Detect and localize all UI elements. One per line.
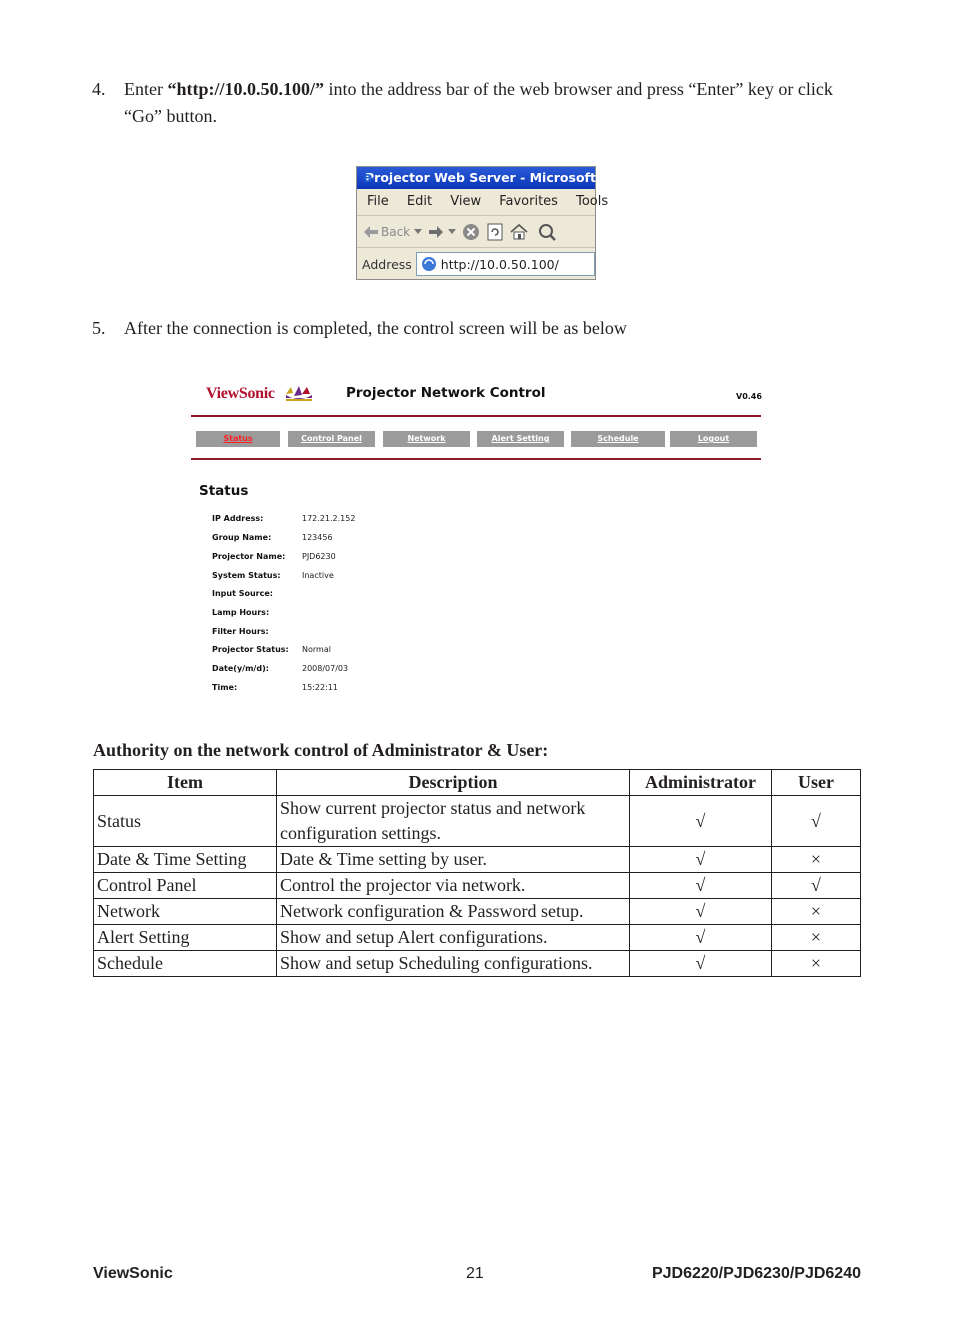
search-icon <box>538 223 558 241</box>
browser-toolbar <box>357 216 595 248</box>
cell-item: Schedule <box>94 951 277 977</box>
menu-edit[interactable]: Edit <box>406 194 433 209</box>
birds-logo-icon <box>284 384 314 404</box>
cell-user: × <box>772 951 861 977</box>
control-title: Projector Network Control <box>346 385 546 401</box>
cell-item: Alert Setting <box>94 925 277 951</box>
status-value: Normal <box>302 645 331 654</box>
status-key: IP Address: <box>212 514 264 523</box>
forward-button[interactable] <box>428 225 456 239</box>
nav-control-panel[interactable]: Control Panel <box>288 431 375 447</box>
step-number: 4. <box>92 79 106 99</box>
authority-table <box>93 769 861 977</box>
header-user: User <box>772 770 861 796</box>
cell-admin: √ <box>630 796 772 847</box>
back-arrow-icon <box>363 225 379 239</box>
status-key: Input Source: <box>212 589 273 598</box>
address-value: http://10.0.50.100/ <box>440 256 559 272</box>
cell-user: × <box>772 899 861 925</box>
table-row <box>94 899 861 925</box>
menu-tools[interactable]: Tools <box>576 194 609 209</box>
table-row <box>94 951 861 977</box>
refresh-icon <box>486 223 504 241</box>
step-text: After the connection is completed, the control screen will be as below <box>124 318 627 338</box>
address-input[interactable] <box>416 252 595 276</box>
footer-brand: ViewSonic <box>93 1265 173 1282</box>
browser-title-bar <box>357 167 595 189</box>
cell-description: Network configuration & Password setup. <box>277 899 630 925</box>
home-button[interactable] <box>510 223 528 241</box>
cell-user: √ <box>772 873 861 899</box>
back-button[interactable] <box>363 225 422 239</box>
table-row <box>94 873 861 899</box>
cell-item: Network <box>94 899 277 925</box>
nav-schedule[interactable]: Schedule <box>571 431 665 447</box>
home-icon <box>510 223 528 241</box>
url-text: “http://10.0.50.100/” <box>167 79 324 99</box>
control-screen-screenshot <box>190 380 762 700</box>
viewsonic-logo: ViewSonic <box>206 385 275 402</box>
status-key: Date(y/m/d): <box>212 664 269 673</box>
nav-logout[interactable]: Logout <box>670 431 757 447</box>
step-number: 5. <box>92 318 106 338</box>
status-value: PJD6230 <box>302 552 336 561</box>
status-key: Group Name: <box>212 533 272 542</box>
cell-admin: √ <box>630 899 772 925</box>
cell-admin: √ <box>630 951 772 977</box>
status-value: 172.21.2.152 <box>302 514 356 523</box>
forward-arrow-icon <box>428 225 444 239</box>
top-divider <box>191 415 761 417</box>
cell-user: × <box>772 847 861 873</box>
cell-description: Date & Time setting by user. <box>277 847 630 873</box>
browser-menu-bar <box>357 189 609 216</box>
cell-admin: √ <box>630 873 772 899</box>
nav-network[interactable]: Network <box>383 431 470 447</box>
status-value: 15:22:11 <box>302 683 338 692</box>
authority-heading: Authority on the network control of Administrator & User: <box>93 740 549 760</box>
chevron-down-icon <box>448 229 456 235</box>
chevron-down-icon <box>414 229 422 235</box>
back-label: Back <box>381 224 411 239</box>
page-icon <box>420 255 438 273</box>
cell-description: Control the projector via network. <box>277 873 630 899</box>
header-description: Description <box>277 770 630 796</box>
nav-alert-setting[interactable]: Alert Setting <box>477 431 564 447</box>
status-value: 2008/07/03 <box>302 664 349 673</box>
stop-icon <box>462 223 480 241</box>
address-bar <box>357 248 595 280</box>
table-row <box>94 847 861 873</box>
cell-user: √ <box>772 796 861 847</box>
status-key: Filter Hours: <box>212 627 269 636</box>
version-label: V0.46 <box>736 392 762 401</box>
menu-view[interactable]: View <box>450 194 482 209</box>
status-value: Inactive <box>302 571 334 580</box>
step-prefix: Enter <box>124 79 168 99</box>
footer-models: PJD6220/PJD6230/PJD6240 <box>651 1265 861 1282</box>
cell-admin: √ <box>630 925 772 951</box>
bottom-divider <box>191 458 761 460</box>
page-number: 21 <box>466 1265 484 1282</box>
search-button[interactable] <box>538 223 558 241</box>
step-text <box>124 76 864 130</box>
table-row <box>94 796 861 847</box>
control-nav <box>196 431 758 449</box>
menu-file[interactable]: File <box>367 194 389 209</box>
status-heading: Status <box>199 483 249 499</box>
step-suffix: into the address bar of the web browser and press “Enter” key or click “Go” button. <box>124 79 833 126</box>
stop-button[interactable] <box>462 223 480 241</box>
cell-description: Show and setup Scheduling configurations. <box>277 951 630 977</box>
header-administrator: Administrator <box>630 770 772 796</box>
menu-favorites[interactable]: Favorites <box>499 194 558 209</box>
header-item: Item <box>94 770 277 796</box>
address-label: Address <box>362 256 412 272</box>
table-header-row <box>94 770 861 796</box>
cell-item: Date & Time Setting <box>94 847 277 873</box>
cell-item: Status <box>94 796 277 847</box>
status-key: Projector Status: <box>212 645 289 654</box>
cell-description: Show and setup Alert configurations. <box>277 925 630 951</box>
status-key: Lamp Hours: <box>212 608 270 617</box>
cell-user: × <box>772 925 861 951</box>
status-key: System Status: <box>212 571 281 580</box>
table-row <box>94 925 861 951</box>
refresh-button[interactable] <box>486 223 504 241</box>
status-key: Projector Name: <box>212 552 286 561</box>
status-value: 123456 <box>302 533 333 542</box>
browser-title: Projector Web Server - Microsoft <box>365 170 596 185</box>
nav-status[interactable]: Status <box>196 431 280 447</box>
cell-item: Control Panel <box>94 873 277 899</box>
cell-description: Show current projector status and network configuration settings. <box>277 796 630 847</box>
browser-screenshot <box>356 166 609 280</box>
status-key: Time: <box>212 683 238 692</box>
cell-admin: √ <box>630 847 772 873</box>
